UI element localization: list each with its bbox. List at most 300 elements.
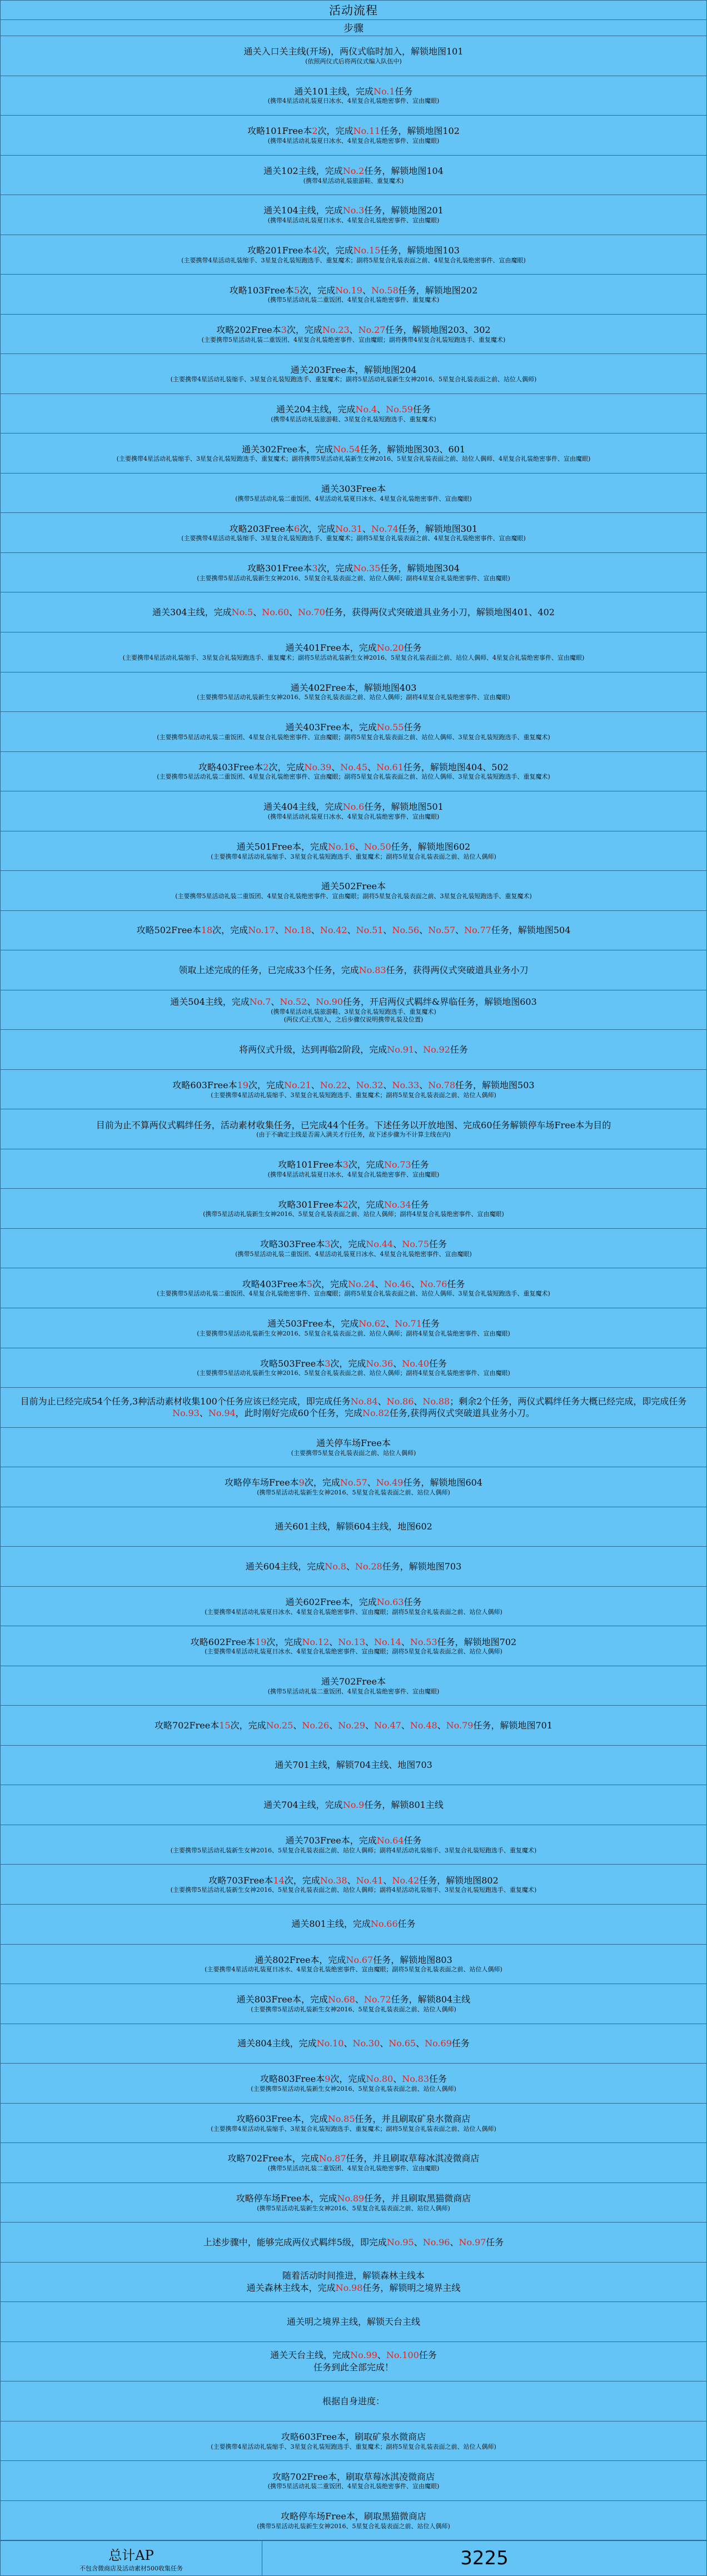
highlight-value: No.79	[446, 1720, 474, 1731]
step-text-segment: 、	[349, 325, 359, 336]
step-text-segment: 通关404主线，完成	[263, 801, 343, 813]
step-text-segment: 攻略103Free本	[229, 285, 294, 296]
step-text-segment: 任务	[450, 1044, 468, 1055]
step-row	[1, 672, 706, 712]
step-text	[237, 2037, 470, 2050]
step-text-segment: 通关明之境界主线，解锁天台主线	[286, 2316, 420, 2327]
highlight-value: No.42	[320, 925, 347, 936]
step-row	[1, 36, 706, 76]
step-row	[1, 1109, 706, 1149]
step-text-segment: 、	[419, 1080, 429, 1091]
step-row	[1, 1268, 706, 1308]
step-text-segment: 任务，解锁地图303、601	[360, 444, 466, 455]
highlight-value: 3	[312, 563, 318, 574]
step-text-segment: 次，完成	[212, 925, 248, 936]
highlight-value: No.80	[366, 2074, 394, 2085]
highlight-value: No.100	[386, 2350, 419, 2361]
step-text-segment: 攻略停车场Free本，完成	[236, 2193, 337, 2204]
step-text-segment: 次，完成	[317, 245, 354, 256]
step-text-segment: 攻略101Free本	[247, 126, 312, 137]
highlight-value: No.75	[402, 1239, 430, 1250]
step-text	[203, 2236, 504, 2249]
step-note: (主要携带4星活动礼装缩手、3星复合礼装短跑选手、重复魔术；副将5星复合礼装表面之前、站位人偶师)	[211, 2443, 496, 2450]
step-note: (主要携带5星活动礼装新生女神2016、5星复合礼装表面之前、站位人偶师；副将4星复合礼装绝密事件、宣由魔眼)	[197, 694, 510, 701]
highlight-value: No.73	[384, 1159, 411, 1170]
step-text-segment: 任务，并且刷取矿泉水微商店	[355, 2113, 471, 2124]
step-text-segment: 攻略303Free本	[260, 1239, 325, 1250]
step-text	[246, 1561, 462, 1573]
step-text	[247, 562, 460, 575]
step-text-segment: 通关304主线，完成	[152, 606, 232, 617]
step-text-segment: 任务，解锁地图102	[380, 126, 460, 137]
step-text-segment: 通关503Free本，完成	[267, 1318, 359, 1329]
step-note: (携带4星活动礼装旅游鞋、3星复合礼装短跑选手、重复魔术)	[271, 415, 436, 423]
step-text-segment: 、	[307, 996, 316, 1007]
highlight-value: No.28	[355, 1561, 382, 1572]
highlight-value: No.36	[366, 1358, 394, 1369]
step-text	[172, 1079, 534, 1092]
highlight-value: No.21	[284, 1080, 311, 1091]
step-text-segment: 次，完成	[330, 1358, 366, 1369]
step-text	[291, 1918, 415, 1930]
highlight-value: 3	[325, 1239, 331, 1250]
total-ap-label: 总计AP	[108, 2547, 154, 2563]
step-row	[1, 195, 706, 235]
step-text	[247, 245, 460, 257]
highlight-value: 19	[237, 1080, 248, 1091]
step-text-segment: 、	[289, 606, 298, 617]
highlight-value: No.92	[423, 1044, 450, 1055]
step-note: (携带5星活动礼装二重饭团、4星复合礼装绝密事件、宣由魔眼)	[267, 2483, 440, 2490]
step-text-segment: 攻略101Free本	[278, 1159, 343, 1170]
step-text-segment: 攻略702Free本，完成	[227, 2153, 319, 2164]
step-text-segment: 任务，获得两仪式突破道具业务小刀，解锁地图401、402	[325, 606, 555, 617]
step-text-segment: 攻略403Free本	[198, 761, 263, 773]
step-note: (主要携带4星活动礼装缩手、3星复合礼装短跑选手、重复魔术；副将5星复合礼装表面之前、站位人偶师)	[211, 2125, 496, 2132]
highlight-value: No.15	[353, 245, 381, 256]
step-text-segment: 通关501Free本，完成	[236, 841, 328, 852]
step-row	[1, 1070, 706, 1110]
step-text	[96, 1119, 611, 1132]
step-text	[247, 125, 460, 137]
step-row	[1, 1348, 706, 1388]
step-text-segment: 通关102主线，完成	[263, 165, 343, 176]
step-row	[1, 434, 706, 474]
step-text-segment: 攻略603Free本	[172, 1080, 237, 1091]
step-text	[322, 2395, 385, 2408]
step-text	[242, 1278, 465, 1291]
step-note: (携带4星活动礼装夏日冰水、4星复合礼装绝密事件、宣由魔眼)	[267, 137, 440, 145]
step-text-segment: 任务，解锁地图702	[437, 1636, 517, 1647]
highlight-value: No.38	[320, 1875, 347, 1886]
step-row	[1, 2064, 706, 2104]
step-row	[1, 513, 706, 553]
step-note: (主要携带5星复合礼装表面之前、站位人偶师)	[291, 1449, 416, 1457]
step-row	[1, 1706, 706, 1746]
step-text-segment: 攻略803Free本	[260, 2074, 325, 2085]
step-text-segment: 任务	[451, 2038, 470, 2049]
step-row	[1, 1507, 706, 1547]
step-row	[1, 1229, 706, 1269]
step-text-segment: 通关604主线，完成	[245, 1561, 325, 1572]
step-note: (携带4星活动礼装旅游鞋、重复魔术)	[303, 177, 404, 185]
step-text	[321, 1676, 386, 1688]
highlight-value: No.56	[392, 925, 420, 936]
step-text-segment: 通关302Free本，完成	[241, 444, 333, 455]
highlight-value: No.49	[376, 1477, 404, 1488]
step-text-segment: 、	[414, 1396, 423, 1407]
step-text	[243, 46, 463, 58]
step-note: (携带4星活动礼装夏日冰水、4星复合礼装绝密事件、宣由魔眼)	[267, 217, 440, 225]
highlight-value: No.94	[208, 1408, 236, 1419]
step-text-segment: 任务	[397, 1919, 416, 1930]
step-text-segment: 次，完成	[317, 563, 354, 574]
highlight-value: No.63	[376, 1597, 404, 1608]
step-text	[170, 996, 537, 1008]
highlight-value: No.44	[366, 1239, 394, 1250]
step-row	[1, 1746, 706, 1786]
step-text	[198, 761, 509, 774]
step-note: (主要携带5星活动礼装二重饭团、4星复合礼装绝密事件、宣由魔眼；副将5星复合礼装表面之前、站位人偶师、3星复合礼装短跑选手、重复魔术)	[157, 1290, 550, 1298]
step-text-segment: 、	[383, 925, 392, 936]
highlight-value: No.87	[318, 2153, 346, 2164]
total-ap-value: 3225	[460, 2547, 509, 2569]
step-text-segment: 攻略602Free本	[190, 1636, 256, 1647]
step-text-segment: 目前为止不算两仪式羁绊任务，活动素材收集任务，已完成44个任务。下述任务以开放地图、完成60任务解锁停车场Free本为目的	[96, 1119, 611, 1130]
step-text	[260, 1238, 447, 1250]
step-text-segment: 任务	[404, 642, 422, 654]
highlight-value: No.26	[302, 1720, 330, 1731]
step-row	[1, 2302, 706, 2342]
step-text-segment: 根据自身进度：	[322, 2395, 385, 2406]
step-text-segment: 、	[271, 996, 280, 1007]
step-text-segment: 、	[375, 1278, 384, 1289]
step-text-segment: 任务	[429, 1358, 447, 1369]
step-text-segment: 次，完成	[330, 2074, 366, 2085]
step-text-segment: 、	[455, 925, 465, 936]
highlight-value: No.30	[352, 2038, 380, 2049]
step-text	[247, 2270, 461, 2294]
step-text-segment: 次，完成	[286, 325, 322, 336]
step-note: (携带5星活动礼装二重饭团、4星活动礼装夏日冰水、4星复合礼装绝密事件、宣由魔眼)	[235, 495, 472, 502]
highlight-value: No.77	[464, 925, 491, 936]
highlight-value: No.86	[386, 1396, 414, 1407]
step-text	[263, 801, 444, 813]
highlight-value: 3	[342, 1159, 348, 1170]
step-text-segment: 通关702Free本	[321, 1676, 386, 1687]
step-note: (主要携带5星活动礼装二重饭团、4星复合礼装绝密事件、宣由魔眼；副将5星复合礼装表面之前、站位人偶师、3星复合礼装短跑选手、重复魔术)	[157, 773, 550, 781]
step-row	[1, 950, 706, 990]
step-note: (携带5星活动礼装新生女神2016、5星复合礼装表面之前、站位人偶师)	[257, 2204, 450, 2212]
step-note: (携带4星活动礼装夏日冰水、4星复合礼装绝密事件、宣由魔眼)	[267, 1170, 440, 1178]
step-text-segment: 、	[401, 1720, 410, 1731]
step-text-segment: 任务，解锁地图103	[380, 245, 460, 256]
step-note: (携带5星活动礼装新生女神2016、5星复合礼装表面之前、站位人偶师；副将4星复合礼装绝密事件、宣由魔眼)	[203, 1210, 504, 1218]
step-note: (主要携带4星活动礼装夏日冰水、4星复合礼装绝密事件、宣由魔眼；副将5星复合礼装表面之前、站位人偶师)	[205, 1648, 502, 1656]
step-row	[1, 2104, 706, 2144]
step-text-segment: 、	[311, 1080, 320, 1091]
step-note: (主要携带4星活动礼装夏日冰水、4星复合礼装绝密事件、宣由魔眼；副将5星复合礼装表面之前、站位人偶师)	[205, 1966, 502, 1974]
step-text-segment: 领取上述完成的任务，已完成33个任务，完成	[178, 964, 359, 975]
highlight-value: No.42	[392, 1875, 420, 1886]
step-text-segment: 任务，开启两仪式羁绊&界临任务，解锁地图603	[343, 996, 537, 1007]
highlight-value: No.1	[373, 86, 395, 97]
step-text-segment: 通关303Free本	[321, 484, 386, 495]
step-row	[1, 632, 706, 672]
highlight-value: 5	[293, 285, 300, 296]
step-text-segment: 攻略603Free本，刷取矿泉水微商店	[281, 2431, 426, 2443]
highlight-value: No.90	[316, 996, 343, 1007]
highlight-value: 3	[325, 1358, 331, 1369]
highlight-value: No.64	[376, 1835, 404, 1846]
step-row	[1, 911, 706, 951]
highlight-value: No.58	[371, 285, 399, 296]
step-text-segment: 任务，解锁地图802	[419, 1875, 499, 1886]
step-text-segment: 、	[411, 1278, 420, 1289]
step-row	[1, 156, 706, 196]
step-text	[294, 86, 412, 98]
highlight-value: No.14	[374, 1636, 401, 1647]
step-text-segment: 任务，解锁地图503	[455, 1080, 535, 1091]
step-text	[263, 165, 444, 177]
step-text-segment: 、	[414, 1044, 424, 1055]
step-note: (主要携带4星活动礼装缩手、3星复合礼装短跑选手、重复魔术；副将5星活动礼装新生女神2016、5星复合礼装表面之前、站位人偶师、4星复合礼装绝密事件、宣由魔眼)	[122, 654, 585, 661]
step-row	[1, 116, 706, 156]
step-row	[1, 1785, 706, 1825]
step-text	[287, 2316, 420, 2328]
highlight-value: No.55	[376, 722, 404, 733]
step-text-segment: 、	[419, 925, 429, 936]
step-text-segment: 次，完成	[268, 761, 305, 773]
step-row	[1, 553, 706, 593]
step-row	[1, 1308, 706, 1348]
step-text-segment: 通关停车场Free本	[316, 1437, 391, 1448]
step-text-segment: 任务，解锁地图504	[491, 925, 571, 936]
step-text-segment: 、	[365, 1720, 375, 1731]
highlight-value: 2	[342, 1199, 348, 1210]
step-note: (携带4星活动礼装旅游鞋、3星复合礼装短跑选手、重复魔术)	[271, 1008, 436, 1015]
step-text	[321, 483, 386, 495]
highlight-value: No.19	[335, 285, 362, 296]
step-text-segment: 、	[355, 1994, 364, 2005]
step-text-segment: 、	[329, 1720, 338, 1731]
step-row	[1, 2461, 706, 2501]
step-text-segment: 攻略301Free本	[278, 1199, 343, 1210]
step-text	[278, 1199, 429, 1211]
step-text	[237, 1994, 470, 2006]
step-text-segment: 任务，获得两仪式突破道具业务小刀	[386, 964, 529, 975]
step-text-segment: 任务，解锁地图803	[373, 1954, 452, 1965]
step-row	[1, 2143, 706, 2183]
highlight-value: No.51	[356, 925, 384, 936]
highlight-value: No.5	[231, 606, 253, 617]
highlight-value: No.52	[280, 996, 307, 1007]
step-row	[1, 791, 706, 831]
highlight-value: No.70	[298, 606, 325, 617]
highlight-value: No.99	[350, 2350, 377, 2361]
step-text-segment: 通关703Free本，完成	[285, 1835, 377, 1846]
summary-footer	[1, 2540, 706, 2575]
step-text	[285, 721, 421, 734]
step-text-segment: 、	[393, 2074, 402, 2085]
highlight-value: No.50	[364, 841, 391, 852]
step-text-segment: 、	[355, 841, 364, 852]
step-text	[285, 642, 421, 654]
highlight-value: No.57	[340, 1477, 367, 1488]
step-note: (主要携带5星活动礼装新生女神2016、5星复合礼装表面之前、站位人偶师；副将4星复合礼装绝密事件、宣由魔眼)	[197, 1329, 510, 1337]
step-text	[137, 924, 571, 936]
step-text	[236, 2193, 471, 2205]
step-text-segment: 任务	[404, 1835, 422, 1846]
step-text-segment: 通关401Free本，完成	[285, 642, 377, 654]
step-row	[1, 990, 706, 1030]
highlight-value: No.39	[304, 761, 332, 773]
step-note: (由于不确定主线是否需入满关才行任务，故下述步骤为不计算主线在内)	[256, 1131, 451, 1139]
step-note: (主要携带4星活动礼装缩手、3星复合礼装短跑选手、重复魔术；副将5星复合礼装表面之前、4星复合礼装绝密事件、宣由魔眼)	[181, 256, 526, 264]
step-text-segment: 任务，解锁地图602	[391, 841, 471, 852]
step-text-segment: 任务，解锁地图501	[364, 801, 444, 813]
highlight-value: No.72	[364, 1994, 391, 2005]
highlight-value: No.66	[370, 1919, 398, 1930]
highlight-value: No.34	[384, 1199, 411, 1210]
step-text-segment: 随着活动时间推进，解锁森林主线本	[282, 2270, 425, 2281]
step-row	[1, 394, 706, 434]
step-text	[291, 364, 417, 376]
highlight-value: No.57	[428, 925, 456, 936]
step-note: (携带4星活动礼装夏日冰水、4星复合礼装绝密事件、宣由魔眼)	[267, 813, 440, 820]
step-row	[1, 1388, 706, 1428]
step-text-segment: 通关802Free本，完成	[255, 1954, 346, 1965]
highlight-value: No.12	[302, 1636, 330, 1647]
step-text	[263, 205, 444, 217]
step-row	[1, 1149, 706, 1189]
step-text-segment: 、	[377, 2350, 386, 2361]
step-text	[242, 444, 465, 456]
step-text	[285, 1596, 421, 1608]
step-row	[1, 1587, 706, 1627]
step-text-segment: 任务，解锁801主线	[364, 1799, 444, 1810]
step-text-segment: 、	[253, 606, 262, 617]
step-text-segment: 、	[393, 1358, 402, 1369]
step-row	[1, 1467, 706, 1507]
step-text-segment: 任务	[419, 2350, 437, 2361]
highlight-value: No.93	[172, 1408, 200, 1419]
highlight-value: No.27	[358, 325, 386, 336]
step-text-segment: 、	[365, 1636, 375, 1647]
highlight-value: No.2	[342, 165, 365, 176]
highlight-value: No.7	[249, 996, 271, 1007]
highlight-value: No.35	[353, 563, 381, 574]
step-text	[291, 682, 417, 694]
step-text-segment: 攻略703Free本	[208, 1875, 273, 1886]
step-text-segment: 、	[380, 2038, 389, 2049]
highlight-value: No.9	[342, 1799, 365, 1810]
highlight-value: No.84	[350, 1396, 378, 1407]
highlight-value: No.98	[335, 2283, 363, 2294]
highlight-value: 6	[293, 523, 300, 534]
step-text-segment: 次，完成	[330, 1239, 366, 1250]
step-text-segment: 次，完成	[312, 1278, 348, 1289]
highlight-value: 15	[219, 1720, 231, 1731]
highlight-value: No.40	[402, 1358, 430, 1369]
step-text-segment: 目前为止已经完成54个任务,3种活动素材收集100个任务应该已经完成，即完成任务	[20, 1396, 351, 1407]
step-text-segment: 任务，解锁地图104	[364, 165, 444, 176]
step-row	[1, 2421, 706, 2462]
step-text	[178, 964, 528, 976]
step-text-segment: 任务	[429, 2074, 447, 2085]
highlight-value: No.48	[410, 1720, 437, 1731]
step-text-segment: 攻略603Free本，完成	[236, 2113, 328, 2124]
step-text-segment: 任务	[411, 1159, 429, 1170]
step-text-segment: 任务	[421, 1318, 440, 1329]
step-text-segment: 、	[367, 761, 377, 773]
highlight-value: No.65	[389, 2038, 416, 2049]
step-text-segment: 任务，解锁明之境界主线	[362, 2283, 461, 2294]
step-text	[267, 1318, 440, 1330]
step-text-segment: 任务	[447, 1278, 465, 1289]
step-row	[1, 2381, 706, 2421]
step-row	[1, 592, 706, 632]
highlight-value: No.46	[384, 1278, 411, 1289]
highlight-value: No.85	[327, 2113, 355, 2124]
step-text-segment: 任务，解锁地图301	[398, 523, 478, 534]
step-text-segment: 任务，解锁地图703	[382, 1561, 462, 1572]
highlight-value: No.13	[338, 1636, 366, 1647]
step-text-segment: 、	[393, 1239, 402, 1250]
step-text-segment: 、	[386, 1318, 395, 1329]
sheet-title: 活动流程	[1, 1, 706, 20]
step-text-segment: 任务，并且刷取黑猫微商店	[364, 2193, 471, 2204]
step-text-segment: 任务，解锁地图304	[380, 563, 460, 574]
step-row	[1, 315, 706, 355]
highlight-value: No.68	[328, 1994, 355, 2005]
step-note: (主要携带5星活动礼装新生女神2016、5星复合礼装表面之前、站位人偶师；副将4星活动礼装缩手、3星复合礼装短跑选手、重复魔术)	[170, 1886, 537, 1894]
step-text-segment: 、	[343, 2038, 353, 2049]
highlight-value: No.62	[359, 1318, 386, 1329]
step-text-segment: 任务，解锁地图203、302	[385, 325, 491, 336]
step-row	[1, 712, 706, 752]
step-text	[321, 880, 386, 893]
step-row	[1, 752, 706, 792]
step-text-segment: 通关602Free本，完成	[285, 1597, 377, 1608]
step-text-segment: 、	[199, 1408, 208, 1419]
step-note: (主要携带5星活动礼装二重饭团、4星复合礼装绝密事件、宣由魔眼；副将携带4星复合礼装短跑选手、重复魔术)	[201, 336, 506, 343]
step-row	[1, 1428, 706, 1468]
highlight-value: No.74	[371, 523, 399, 534]
step-text	[152, 606, 555, 619]
highlight-value: 4	[312, 245, 318, 256]
step-text-segment: 、	[362, 285, 371, 296]
highlight-value: No.3	[342, 205, 365, 216]
step-row	[1, 2501, 706, 2541]
step-note: (主要携带4星活动礼装夏日冰水、4星复合礼装绝密事件、宣由魔眼；副将5星复合礼装表面之前、站位人偶师)	[205, 1608, 502, 1616]
step-row	[1, 1825, 706, 1865]
highlight-value: No.91	[387, 1044, 415, 1055]
step-row	[1, 1945, 706, 1985]
step-text-segment: 通关504主线，完成	[170, 996, 250, 1007]
step-text-segment: 任务	[412, 404, 431, 415]
step-text-segment: 、	[401, 1636, 410, 1647]
step-text-segment: 、	[311, 925, 320, 936]
step-text-segment: 通关104主线，完成	[263, 205, 343, 216]
step-text-segment: 、	[414, 2236, 423, 2248]
step-row	[1, 2024, 706, 2064]
highlight-value: No.78	[428, 1080, 456, 1091]
step-text-segment: 任务，并且刷取草莓冰淇凌微商店	[346, 2153, 480, 2164]
step-text	[263, 1799, 444, 1811]
highlight-value: 2	[312, 126, 318, 137]
step-note: (携带5星活动礼装新生女神2016、5星复合礼装表面之前、站位人偶师)	[257, 1489, 450, 1497]
